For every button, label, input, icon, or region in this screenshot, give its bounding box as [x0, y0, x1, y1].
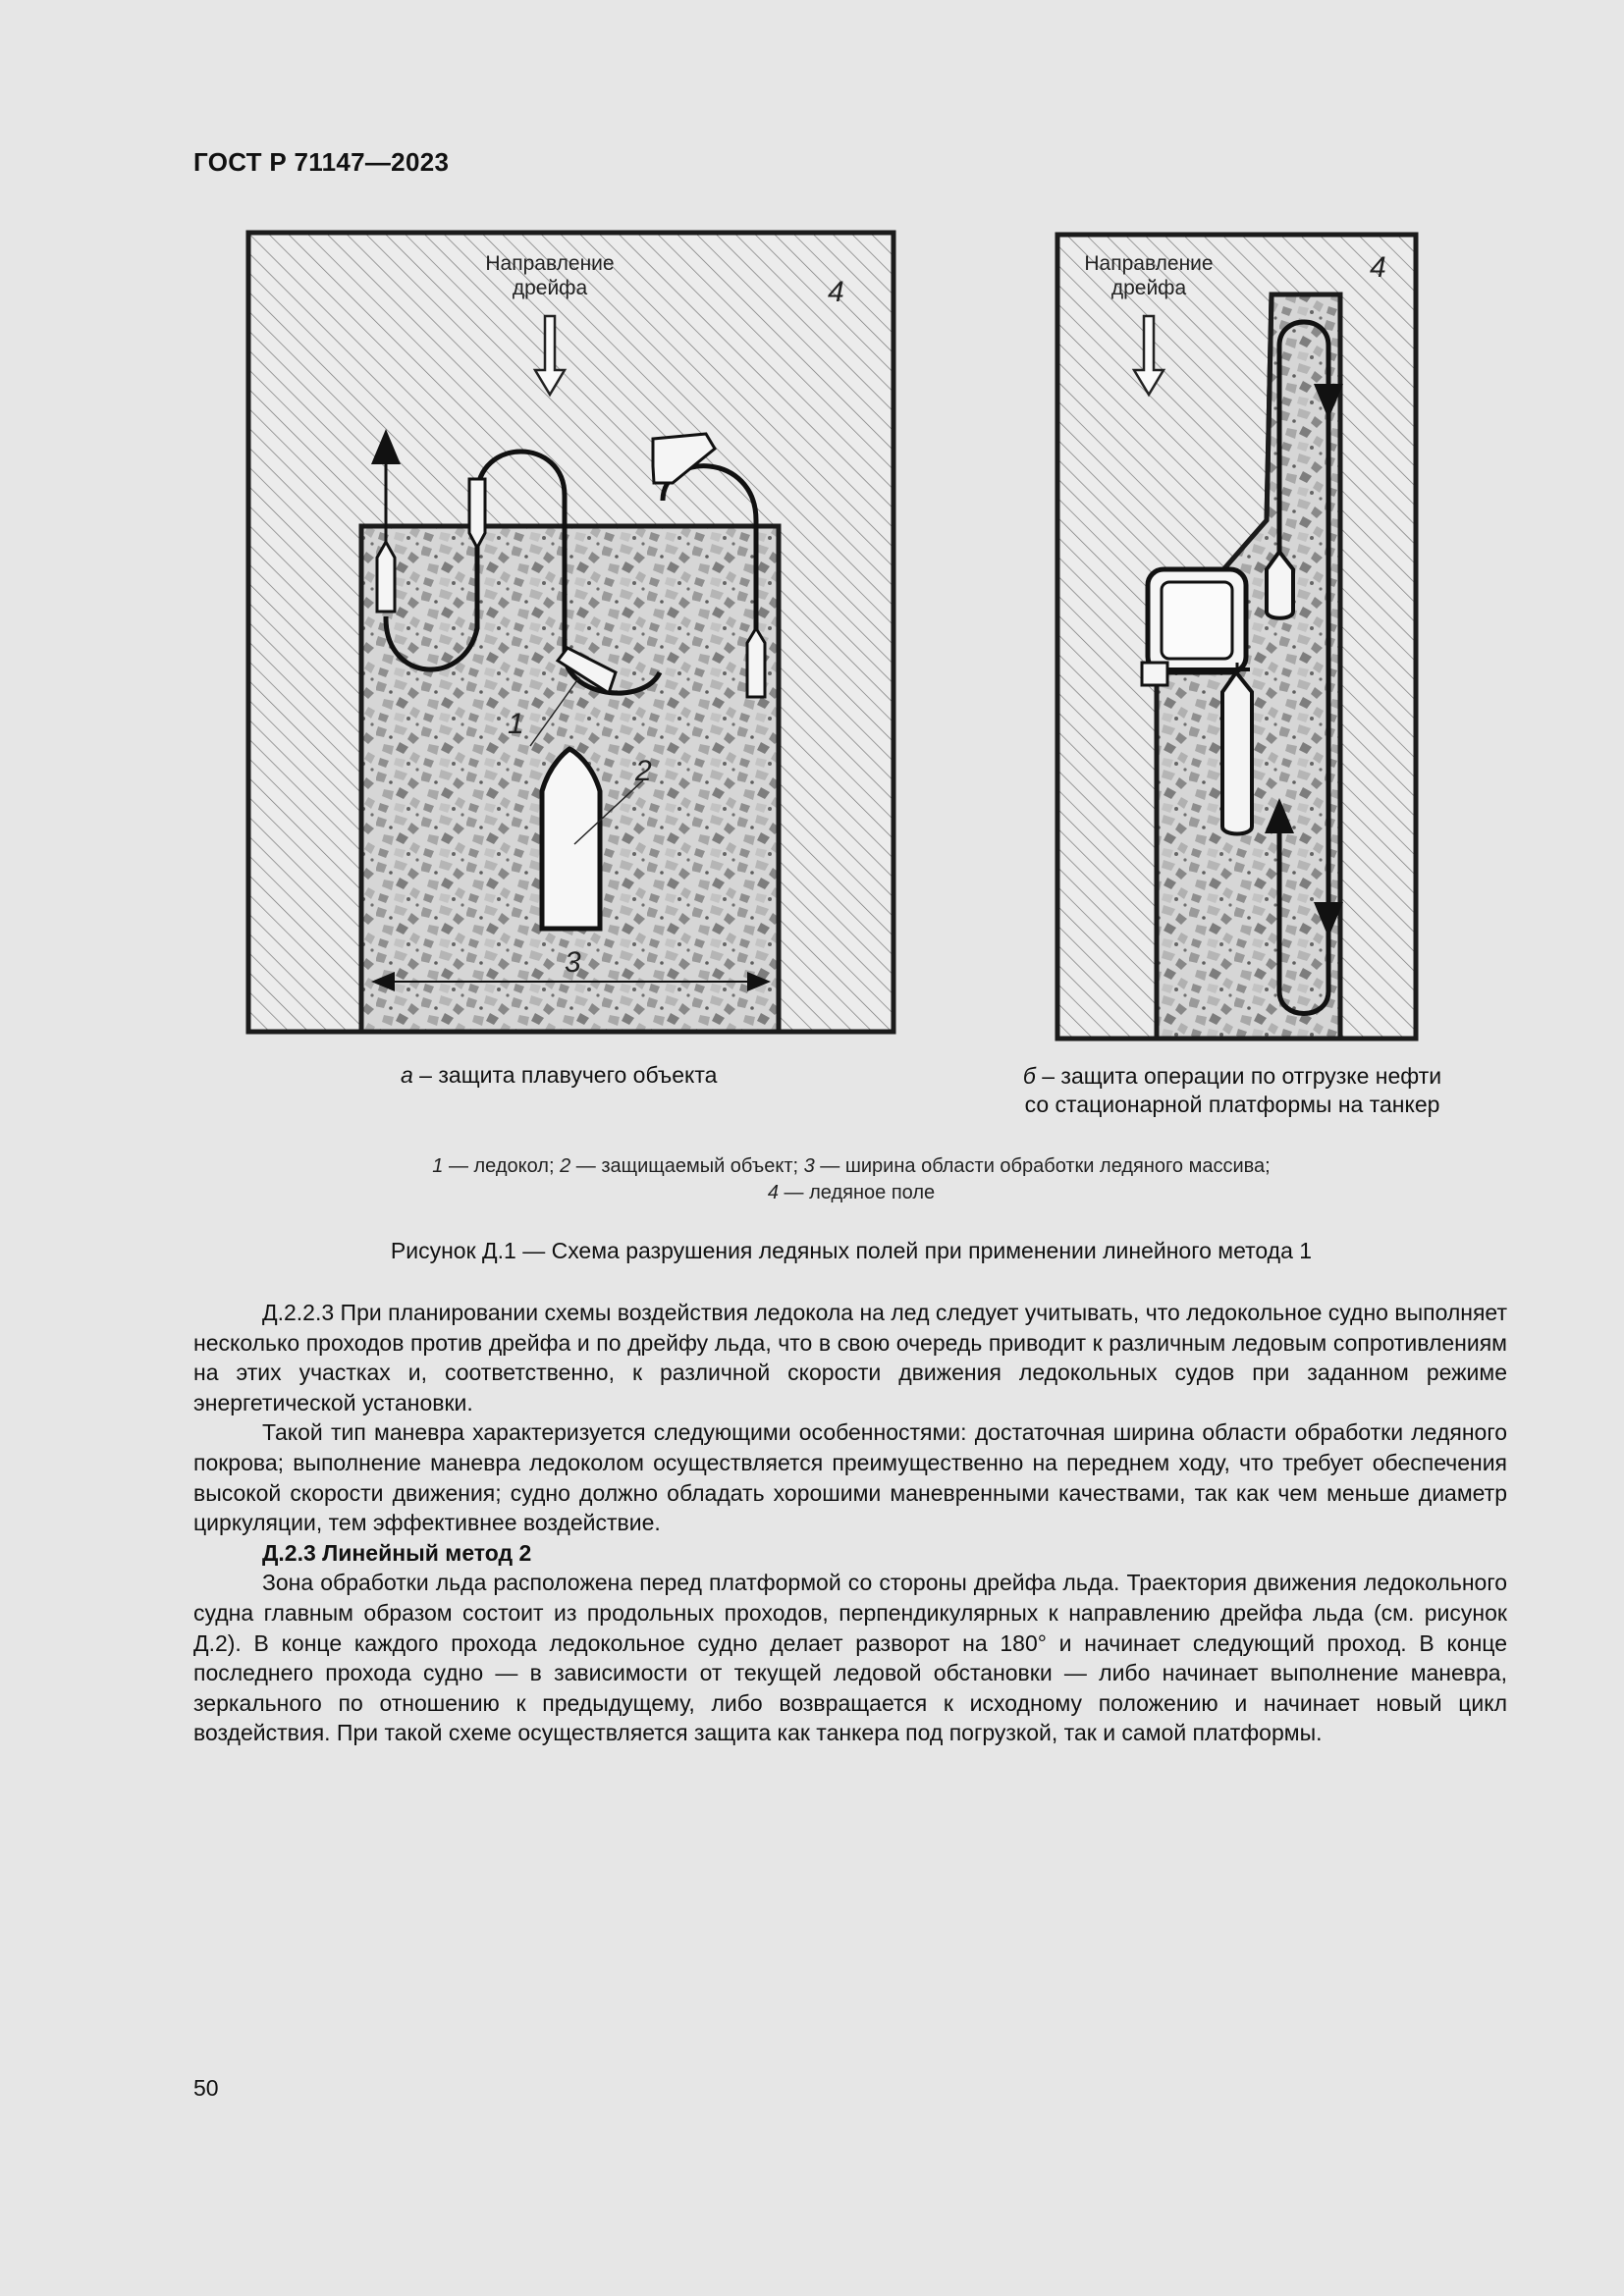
panel-a — [248, 233, 893, 1032]
legend-line2 — [193, 1180, 1509, 1206]
icebreaker-icon-a-3 — [747, 628, 765, 697]
legend-text-1: — ледокол; — [443, 1155, 561, 1177]
caption-a-text: – защита плавучего объекта — [412, 1062, 718, 1088]
icebreaker-b — [1267, 552, 1293, 618]
body-text — [193, 1298, 1507, 1748]
caption-b-line1 — [987, 1062, 1478, 1091]
figure-title: Рисунок Д.1 — Схема разрушения ледяных полей при применении линейного метода 1 — [390, 1238, 1313, 1263]
paragraph-3: Зона обработки льда расположена перед платформой со стороны дрейфа льда. Траектория движения ледокольного судна главным образом состоит из продольных проходов, перпендикулярных к направлению дрейфа льда (см. рисунок Д.2). В конце каждого прохода ледокольное судно делает разворот на 180° и начинает следующий проход. В конце последнего прохода судно — в зависимости от текущей ледовой обстановки — либо начинает выполнение маневра, зеркального по отношению к предыдущему, либо возвращается к исходному положению и начинает новый цикл воздействия. При такой схеме осуществляется защита как танкера под погрузкой, так и самой платформы. — [193, 1570, 1507, 1746]
legend-num-2: 2 — [560, 1155, 571, 1177]
figure-legend — [193, 1153, 1509, 1206]
caption-a-letter: а — [401, 1062, 413, 1088]
drift-label-a-line1: Направление — [485, 252, 615, 275]
document-header: ГОСТ Р 71147—2023 — [193, 147, 450, 177]
figure-d1-drawing — [241, 226, 1429, 1158]
protected-object — [542, 749, 600, 929]
marker-1-a: 1 — [508, 708, 524, 740]
caption-b-line2: со стационарной платформы на танкер — [1024, 1092, 1440, 1117]
figure-d1 — [241, 226, 1429, 1158]
caption-b-letter: б — [1022, 1063, 1036, 1089]
marker-2-a: 2 — [635, 755, 652, 787]
drift-label-b-line2: дрейфа — [1110, 277, 1187, 299]
section-heading: Д.2.3 Линейный метод 2 — [262, 1539, 532, 1566]
platform-deck — [1162, 582, 1232, 659]
legend-text-2: — защищаемый объект; — [570, 1155, 804, 1177]
caption-a — [401, 1062, 717, 1089]
legend-text-3: — ширина области обработки ледяного массива; — [814, 1155, 1271, 1177]
drift-label-a-line2: дрейфа — [512, 277, 588, 299]
legend-num-1: 1 — [432, 1155, 444, 1177]
paragraph-1: Д.2.2.3 При планировании схемы воздействия ледокола на лед следует учитывать, что ледокольное судно выполняет несколько проходов против дрейфа и по дрейфу льда, что в свою очередь приводит к различным ледовым сопротивлениям на этих участках и, соответственно, к различной скорости движения ледокольных судов при заданном режиме энергетической установки. — [193, 1300, 1507, 1415]
platform-buoy — [1142, 663, 1167, 685]
caption-b-text-1: – защита операции по отгрузке нефти — [1035, 1063, 1442, 1089]
panel-b — [1057, 235, 1416, 1039]
paragraph-2: Такой тип маневра характеризуется следующими особенностями: достаточная ширина области обработки ледяного покрова; выполнение маневра ледоколом осуществляется преимущественно на переднем ходу, что требует обеспечения высокой скорости движения; судно должно обладать хорошими маневренными качествами, так как чем меньше диаметр циркуляции, тем эффективнее воздействие. — [193, 1419, 1507, 1536]
page-number: 50 — [193, 2075, 219, 2101]
legend-num-3: 3 — [803, 1155, 815, 1177]
legend-line1 — [193, 1153, 1509, 1180]
icebreaker-icon-a-1 — [377, 542, 395, 612]
icebreaker-icon-a-2 — [469, 479, 485, 548]
tanker — [1222, 672, 1252, 834]
legend-num-4: 4 — [767, 1182, 779, 1203]
drift-label-b-line1: Направление — [1084, 252, 1214, 275]
marker-4-a: 4 — [828, 276, 844, 308]
marker-3-a: 3 — [565, 946, 581, 979]
marker-4-b: 4 — [1370, 251, 1386, 284]
caption-b — [987, 1062, 1478, 1119]
legend-text-4: — ледяное поле — [779, 1182, 936, 1203]
